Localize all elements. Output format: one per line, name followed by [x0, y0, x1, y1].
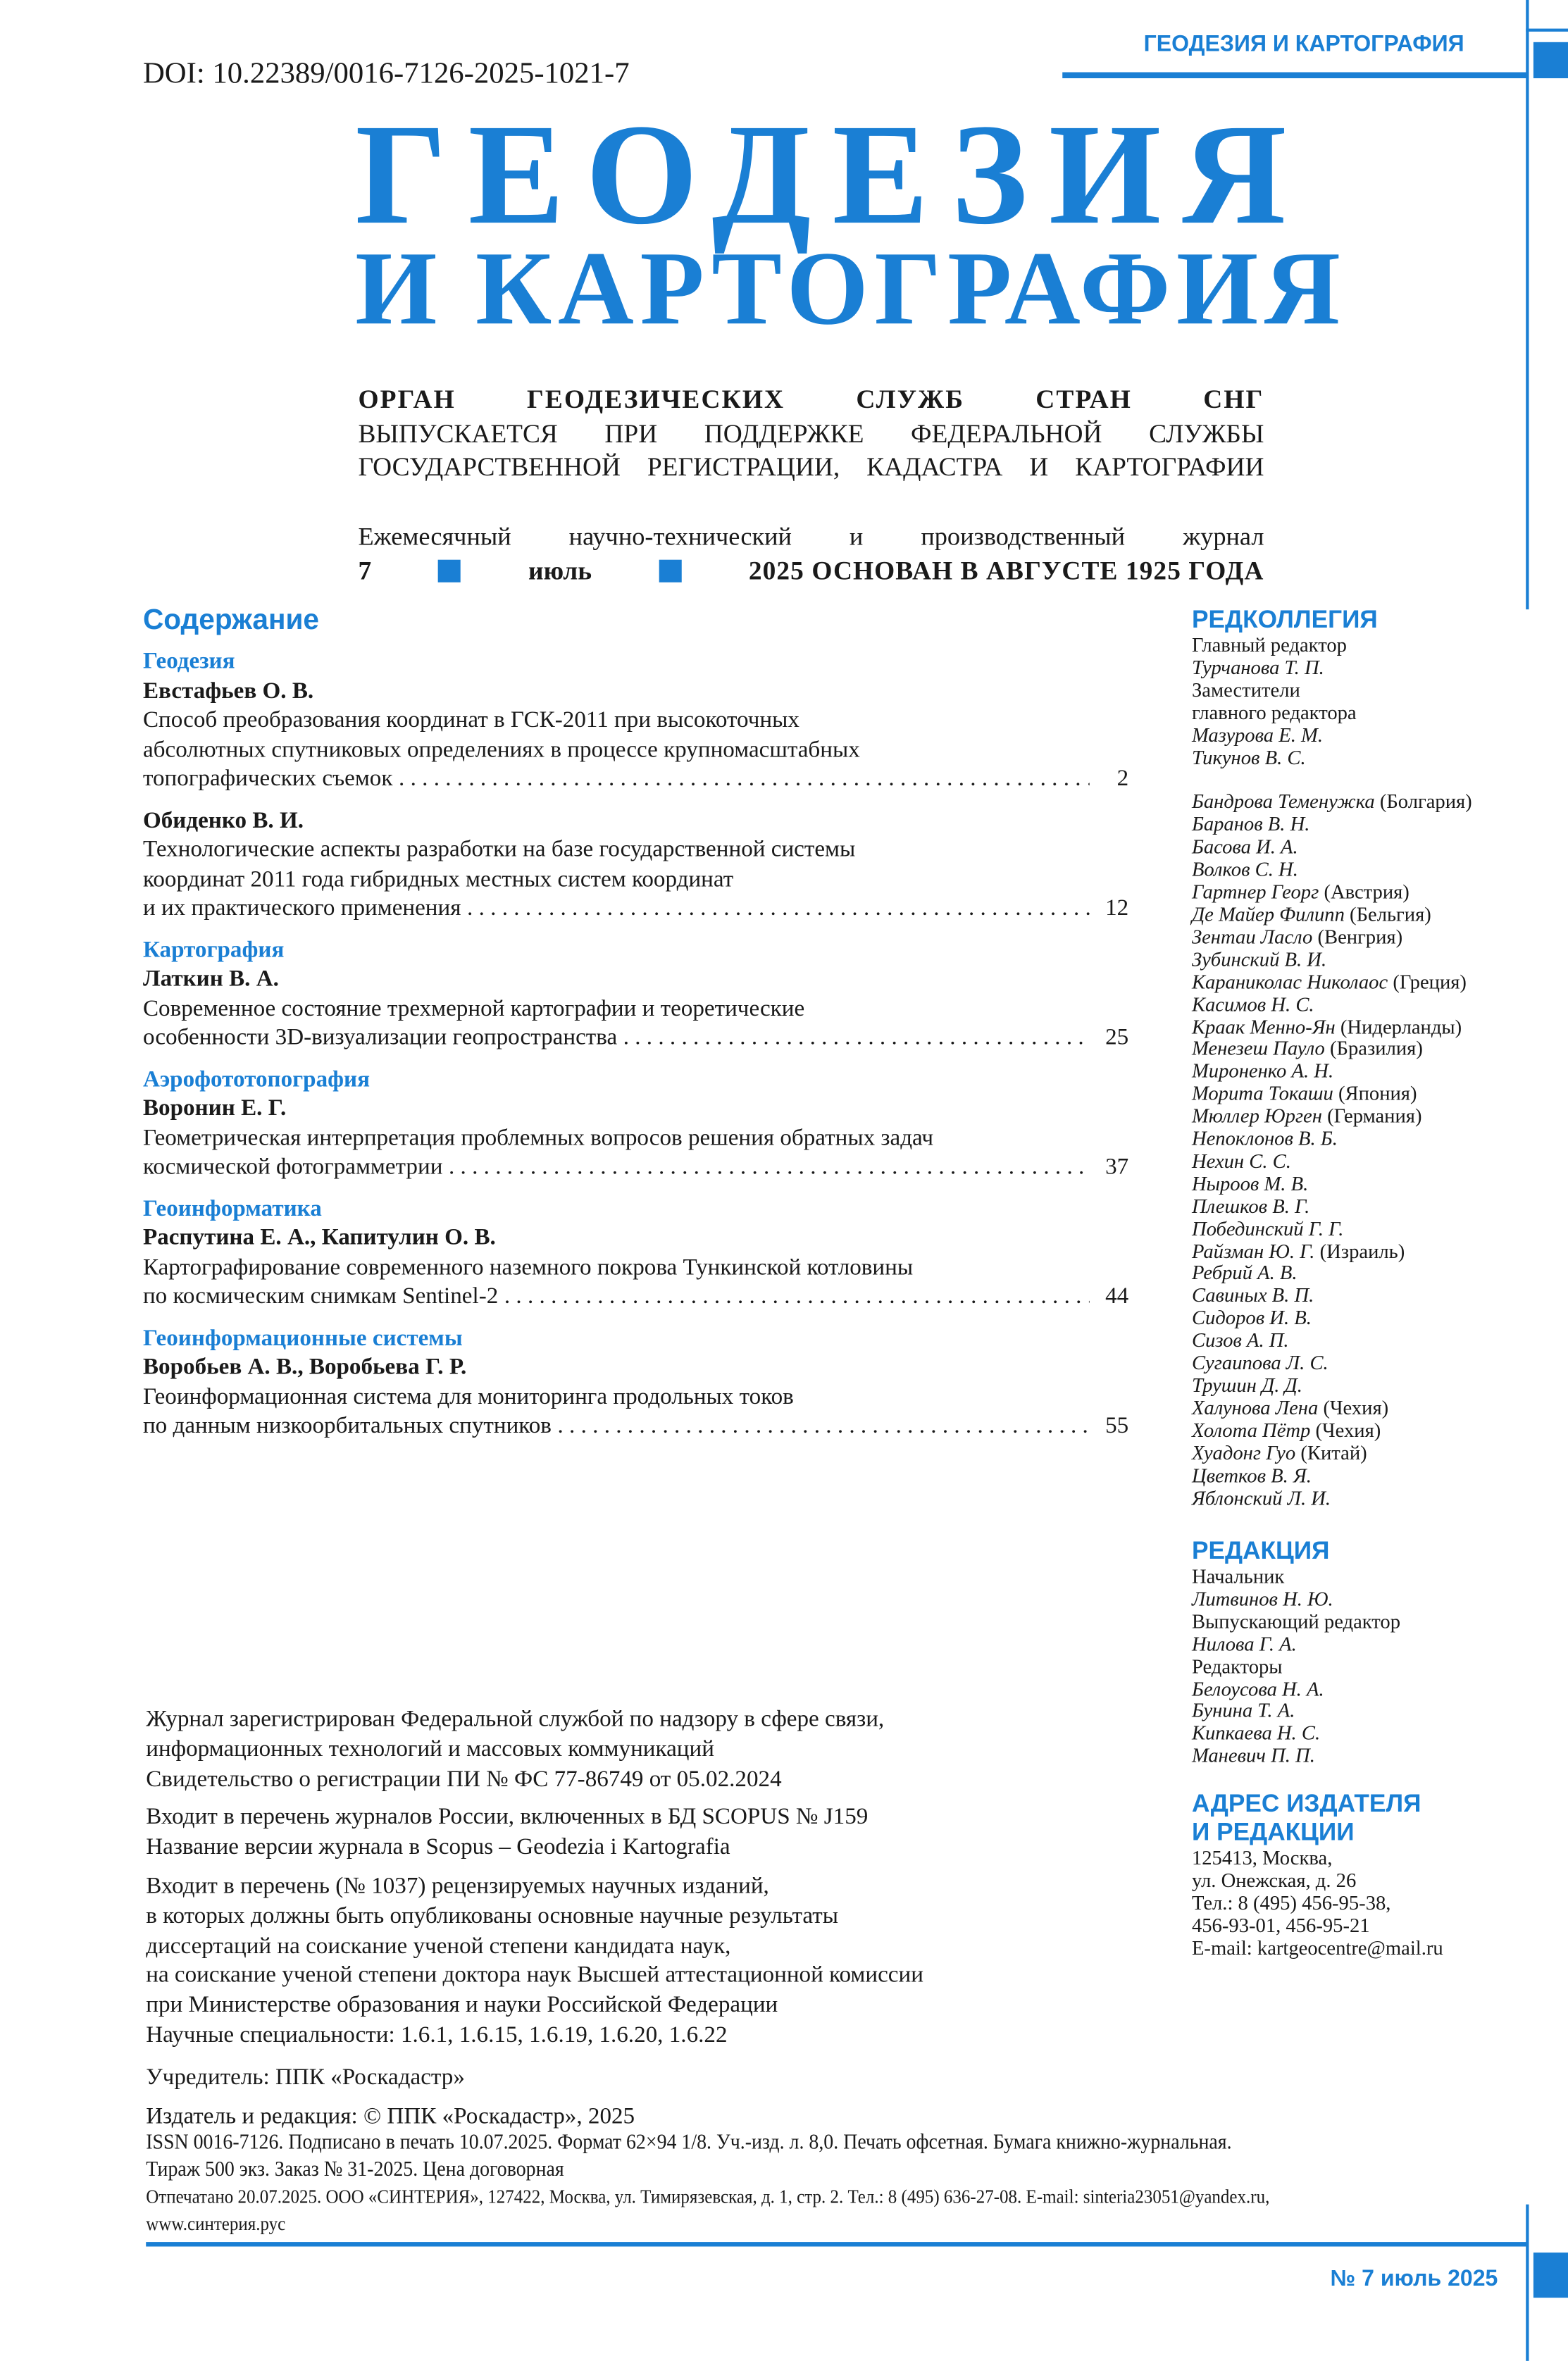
member-name: Касимов Н. С.	[1191, 992, 1314, 1016]
member-name: Сугаипова Л. С.	[1191, 1351, 1329, 1374]
imprint-line: Тираж 500 экз. Заказ № 31-2025. Цена договорная	[146, 2157, 564, 2182]
board-member	[1192, 1128, 1472, 1151]
issue-number: 7	[358, 555, 372, 586]
member-name: Мироненко А. Н.	[1191, 1059, 1334, 1083]
registration-info	[146, 1705, 1109, 2140]
subtitle-2: ВЫПУСКАЕТСЯ ПРИ ПОДДЕРЖКЕ ФЕДЕРАЛЬНОЙ СЛУЖБЫ	[358, 418, 1264, 449]
member-name: Зентаи Ласло	[1191, 925, 1313, 948]
registration-line: Журнал зарегистрирован Федеральной службой по надзору в сфере связи,	[146, 1706, 885, 1732]
board-member	[1191, 1485, 1472, 1510]
subtitle-3: ГОСУДАРСТВЕННОЙ РЕГИСТРАЦИИ, КАДАСТРА И КАРТОГРАФИИ	[358, 451, 1264, 482]
member-name: Ныроов М. В.	[1191, 1171, 1309, 1195]
address-email[interactable]: E-mail: kartgeocentre@mail.ru	[1191, 1936, 1443, 1959]
toc-entry[interactable]	[143, 1353, 1128, 1441]
subtitle-1: ОРГАН ГЕОДЕЗИЧЕСКИХ СЛУЖБ СТРАН СНГ	[358, 383, 1264, 414]
imprint-line[interactable]: www.синтерия.рус	[146, 2212, 286, 2235]
board-member	[1191, 1328, 1472, 1353]
dot-leader	[557, 1412, 1089, 1441]
member-country: (Бельгия)	[1350, 902, 1431, 926]
square-marker	[659, 560, 681, 583]
entry-title-line: Геоинформационная система для мониторинга продольных токов	[142, 1383, 794, 1409]
registration-line: диссертаций на соискание ученой степени кандидата наук,	[146, 1933, 731, 1959]
running-title: ГЕОДЕЗИЯ И КАРТОГРАФИЯ	[1143, 31, 1464, 58]
board-member	[1192, 1353, 1472, 1376]
board-member	[1192, 1061, 1472, 1084]
board-member	[1192, 971, 1472, 994]
registration-line: информационных технологий и массовых коммуникаций	[146, 1736, 714, 1762]
chief-editor: Турчанова Т. П.	[1191, 656, 1324, 679]
member-name: Волков С. Н.	[1191, 858, 1298, 881]
entry-title-line: по данным низкоорбитальных спутников	[142, 1412, 552, 1439]
board-member	[1192, 949, 1472, 972]
publisher-address	[1192, 1790, 1443, 1960]
editor: Маневич П. П.	[1191, 1744, 1315, 1767]
entry-title-line: абсолютных спутниковых определениях в процессе крупномасштабных	[142, 736, 860, 763]
board-member	[1192, 1173, 1472, 1196]
founded: 2025 ОСНОВАН В АВГУСТЕ 1925 ГОДА	[748, 555, 1264, 586]
toc-entry[interactable]	[143, 1094, 1128, 1182]
entry-title-line: топографических съемок	[142, 766, 393, 792]
board-member	[1192, 1151, 1472, 1173]
address-line: 456-93-01, 456-95-21	[1191, 1913, 1370, 1936]
member-country: (Болгария)	[1379, 790, 1472, 814]
publisher: Издатель и редакция: © ППК «Роскадастр», 2025	[146, 2103, 635, 2129]
member-name: Краак Менно-Ян	[1191, 1014, 1336, 1038]
deputies-label: Заместители	[1191, 678, 1300, 702]
member-name: Яблонский Л. И.	[1191, 1485, 1331, 1509]
registration-line: Название версии журнала в Scopus – Geodezia i Kartografia	[146, 1834, 730, 1860]
toc-entry[interactable]	[143, 1223, 1128, 1312]
toc-entry[interactable]	[143, 676, 1128, 794]
square-marker	[439, 560, 461, 583]
board-member	[1192, 1039, 1472, 1061]
table-of-contents	[143, 605, 1128, 1453]
editors-label: Редакторы	[1191, 1655, 1283, 1678]
member-name: Басова И. А.	[1191, 835, 1298, 859]
editor: Белоусова Н. А.	[1191, 1676, 1324, 1700]
address-line: 125413, Москва,	[1191, 1846, 1333, 1869]
member-name: Плешков В. Г.	[1191, 1194, 1310, 1217]
entry-last-line	[143, 1412, 1128, 1441]
entry-last-line	[143, 894, 1128, 923]
board-member	[1192, 927, 1472, 949]
entry-last-line	[143, 764, 1128, 794]
board-member	[1191, 1373, 1472, 1398]
board-member	[1192, 1397, 1472, 1420]
page-number: 37	[1105, 1154, 1129, 1180]
deputy: Тикунов В. С.	[1191, 745, 1306, 768]
member-name: Мюллер Юрген	[1191, 1104, 1322, 1128]
dot-leader	[623, 1023, 1090, 1053]
member-country: (Чехия)	[1315, 1419, 1381, 1442]
member-name: Побединский Г. Г.	[1191, 1216, 1344, 1240]
board-member	[1191, 1216, 1472, 1241]
entry-title-line: Геометрическая интерпретация проблемных вопросов решения обратных задач	[142, 1124, 934, 1151]
dot-leader	[399, 764, 1090, 794]
registration-line: Входит в перечень (№ 1037) рецензируемых научных изданий,	[146, 1873, 769, 1899]
registration-line: Свидетельство о регистрации ПИ № ФС 77-86749 от 05.02.2024	[146, 1766, 782, 1792]
doi: DOI: 10.22389/0016-7126-2025-1021-7	[142, 57, 630, 91]
footer-block	[1533, 2253, 1568, 2298]
member-name: Морита Токаши	[1191, 1082, 1333, 1105]
member-name: Цветков В. Я.	[1191, 1463, 1312, 1486]
board-member	[1191, 1440, 1472, 1465]
entry-authors: Евстафьев О. В.	[142, 678, 314, 704]
imprint	[146, 2129, 1269, 2238]
title-line2: И КАРТОГРАФИЯ	[355, 231, 1347, 348]
member-name: Баранов В. Н.	[1191, 813, 1310, 836]
footer-issue: № 7 июль 2025	[1330, 2266, 1498, 2292]
board-member	[1192, 814, 1472, 837]
board-member	[1192, 859, 1472, 882]
editorial-office	[1192, 1538, 1400, 1768]
board-member	[1192, 904, 1472, 927]
entry-title-line: координат 2011 года гибридных местных систем координат	[142, 866, 734, 892]
entry-title-line: Современное состояние трехмерной картографии и теоретические	[142, 995, 805, 1021]
address-line: Тел.: 8 (495) 456-95-38,	[1191, 1890, 1391, 1914]
member-name: Райзман Ю. Г.	[1191, 1239, 1315, 1262]
board-member	[1192, 792, 1472, 815]
toc-entry[interactable]	[143, 964, 1128, 1052]
issuing-editor: Нилова Г. А.	[1191, 1632, 1297, 1655]
top-right-frame-vertical	[1526, 0, 1529, 609]
entry-last-line	[143, 1023, 1128, 1053]
board-member	[1192, 1196, 1472, 1219]
registration-line: Входит в перечень журналов России, включенных в БД SCOPUS № J159	[146, 1805, 869, 1831]
member-country: (Германия)	[1327, 1104, 1422, 1128]
address-heading: АДРЕС ИЗДАТЕЛЯ	[1191, 1790, 1421, 1818]
issuing-label: Выпускающий редактор	[1191, 1609, 1401, 1633]
section-heading: Геоинформационные системы	[142, 1325, 463, 1351]
footer-frame-vertical	[1526, 2205, 1529, 2361]
entry-title-line: Технологические аспекты разработки на базе государственной системы	[142, 836, 856, 863]
footer-rule	[146, 2242, 1527, 2246]
imprint-line: ISSN 0016-7126. Подписано в печать 10.07.2025. Формат 62×94 1/8. Уч.-изд. л. 8,0. Печать офсетная. Бумага книжно-журнальная.	[146, 2131, 1232, 2155]
registration-line: на соискание ученой степени доктора наук Высшей аттестационной комиссии	[146, 1962, 923, 1988]
board-member	[1192, 1285, 1472, 1308]
journal-type: Ежемесячный научно-технический и производственный журнал	[358, 522, 1264, 551]
board-member	[1192, 837, 1472, 859]
entry-authors: Распутина Е. А., Капитулин О. В.	[142, 1224, 496, 1251]
chief-label: Главный редактор	[1191, 633, 1347, 656]
member-name: Сизов А. П.	[1191, 1328, 1289, 1352]
entry-authors: Обиденко В. И.	[142, 807, 304, 833]
board-member	[1192, 1263, 1472, 1285]
member-name: Караниколас Николаос	[1191, 970, 1388, 993]
top-right-frame-line	[1526, 29, 1568, 32]
editor: Бунина Т. А.	[1191, 1699, 1295, 1722]
member-country: (Япония)	[1338, 1082, 1417, 1105]
member-name: Бандрова Теменужка	[1191, 790, 1375, 814]
header-rule	[1062, 73, 1529, 79]
section-heading: Картография	[142, 936, 285, 963]
member-name: Трушин Д. Д.	[1191, 1373, 1302, 1397]
page-number: 12	[1105, 895, 1129, 921]
deputy: Мазурова Е. М.	[1191, 723, 1324, 746]
toc-entry[interactable]	[143, 806, 1128, 923]
dot-leader	[449, 1152, 1090, 1182]
member-name: Холота Пётр	[1191, 1419, 1311, 1442]
title-line1: ГЕОДЕЗИЯ	[355, 93, 1308, 255]
member-name: Савиных В. П.	[1191, 1284, 1314, 1307]
dot-leader	[467, 894, 1090, 923]
board-member	[1192, 1308, 1472, 1331]
section-heading: Геоинформатика	[142, 1195, 322, 1221]
address-heading: И РЕДАКЦИИ	[1191, 1819, 1355, 1847]
page-number: 44	[1105, 1283, 1129, 1309]
member-country: (Китай)	[1300, 1440, 1367, 1464]
entry-authors: Воронин Е. Г.	[142, 1095, 287, 1121]
top-right-block	[1533, 42, 1568, 78]
member-name: Зубинский В. И.	[1191, 947, 1327, 971]
member-name: Ребрий А. В.	[1191, 1262, 1298, 1285]
member-name: Халунова Лена	[1191, 1396, 1319, 1419]
entry-title-line: особенности 3D-визуализации геопространства	[142, 1024, 618, 1051]
entry-title-line: Картографирование современного наземного покрова Тункинской котловины	[142, 1254, 914, 1280]
page-number: 25	[1105, 1024, 1129, 1051]
member-name: Непоклонов В. Б.	[1191, 1127, 1338, 1150]
section-heading: Аэрофототопография	[142, 1066, 371, 1092]
entry-title-line: по космическим снимкам Sentinel-2	[142, 1283, 499, 1309]
dot-leader	[504, 1282, 1090, 1312]
founder: Учредитель: ППК «Роскадастр»	[146, 2064, 465, 2090]
member-name: Де Майер Филипп	[1191, 902, 1345, 926]
board-member	[1192, 1465, 1472, 1488]
entry-last-line	[143, 1282, 1128, 1312]
member-country: (Чехия)	[1323, 1396, 1389, 1419]
board-member	[1192, 882, 1472, 904]
entry-authors: Воробьев А. В., Воробьева Г. Р.	[142, 1354, 467, 1380]
editorial-heading: РЕДАКЦИЯ	[1191, 1538, 1330, 1565]
registration-paragraph	[146, 1872, 1109, 2051]
member-name: Сидоров И. В.	[1191, 1306, 1312, 1329]
registration-paragraph	[146, 1803, 1109, 1863]
head: Литвинов Н. Ю.	[1191, 1587, 1333, 1610]
head-label: Начальник	[1191, 1564, 1285, 1588]
member-country: (Израиль)	[1319, 1239, 1405, 1262]
board-member	[1192, 1084, 1472, 1107]
address-line: ул. Онежская, д. 26	[1191, 1869, 1357, 1892]
board-member	[1192, 1106, 1472, 1128]
registration-paragraph	[146, 1705, 1109, 1794]
deputies-label: главного редактора	[1191, 700, 1357, 723]
issue-line	[358, 555, 1264, 587]
entry-title-line: Способ преобразования координат в ГСК-2011 при высокоточных	[142, 707, 799, 733]
entry-title-line: космической фотограмметрии	[142, 1154, 443, 1180]
member-country: (Греция)	[1393, 970, 1467, 993]
section-heading: Геодезия	[142, 648, 235, 675]
board-heading: РЕДКОЛЛЕГИЯ	[1191, 606, 1378, 634]
registration-line: в которых должны быть опубликованы основные научные результаты	[146, 1902, 838, 1929]
imprint-line: Отпечатано 20.07.2025. ООО «СИНТЕРИЯ», 127422, Москва, ул. Тимирязевская, д. 1, стр. 2. Тел.: 8 (495) 636-27-08. E-mail: sinteria23051@yandex.ru,	[146, 2184, 1270, 2207]
editorial-board	[1192, 606, 1472, 1510]
member-country: (Бразилия)	[1330, 1037, 1423, 1060]
member-country: (Австрия)	[1324, 880, 1410, 903]
member-name: Хуадонг Гуо	[1191, 1440, 1296, 1464]
page-number: 2	[1116, 766, 1129, 792]
member-name: Менезеш Пауло	[1191, 1037, 1325, 1060]
member-name: Нехин С. С.	[1191, 1149, 1291, 1173]
entry-last-line	[143, 1152, 1128, 1182]
member-country: (Нидерланды)	[1340, 1014, 1462, 1038]
board-member	[1192, 1241, 1472, 1264]
registration-line: Научные специальности: 1.6.1, 1.6.15, 1.6.19, 1.6.20, 1.6.22	[146, 2022, 728, 2048]
editor: Кипкаева Н. С.	[1191, 1721, 1321, 1745]
member-name: Гартнер Георг	[1191, 880, 1319, 903]
contents-heading: Содержание	[142, 604, 320, 637]
issue-month: июль	[528, 555, 592, 586]
member-country: (Венгрия)	[1317, 925, 1403, 948]
board-member	[1192, 1016, 1472, 1039]
board-member	[1192, 1420, 1472, 1443]
board-member	[1192, 994, 1472, 1016]
page-number: 55	[1105, 1412, 1129, 1439]
entry-title-line: и их практического применения	[142, 895, 461, 921]
entry-authors: Латкин В. А.	[142, 966, 279, 992]
registration-line: при Министерстве образования и науки Российской Федерации	[146, 1992, 778, 2019]
